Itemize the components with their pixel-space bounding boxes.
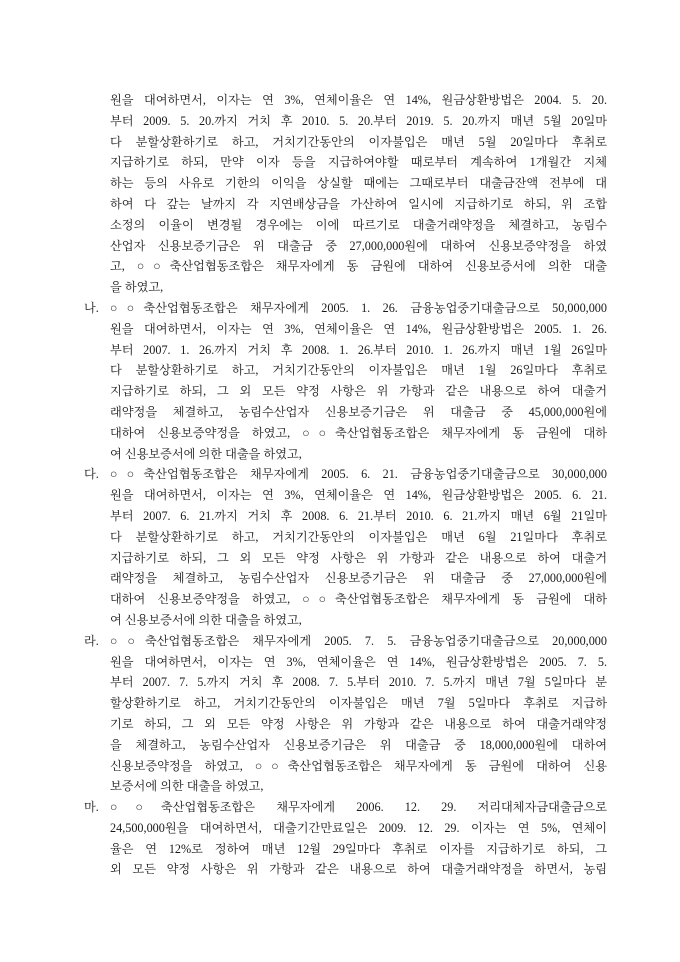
text-line: 여 신용보증서에 의한 대출을 하였고, bbox=[110, 446, 302, 461]
text-line: 을 체결하고, 농림수산업자 신용보증기금은 위 대출금 중 18,000,000원에 대하여 bbox=[110, 737, 607, 752]
paragraph bbox=[84, 464, 607, 630]
paragraph-label: 라. bbox=[84, 633, 99, 648]
paragraph bbox=[84, 298, 607, 464]
text-line: 외 모든 약정 사항은 위 가항과 같은 내용으로 하여 대출거래약정을 하면서, 농림 bbox=[110, 862, 607, 877]
text-line: 대하여 신용보증약정을 하였고, ○○축산업협동조합은 채무자에게 동 금원에 대하 bbox=[110, 425, 607, 440]
text-line: 율은 연 12%로 정하여 매년 12월 29일마다 후취로 이자를 지급하기로 하되, 그 bbox=[110, 841, 607, 856]
text-line: 부터 2007. 1. 26.까지 거치 후 2008. 1. 26.부터 2010. 1. 26.까지 매년 1월 26일마 bbox=[110, 342, 607, 357]
text-line: 부터 2009. 5. 20.까지 거치 후 2010. 5. 20.부터 2019. 5. 20.까지 매년 5월 20일마 bbox=[110, 113, 607, 128]
text-line: ○○축산업협동조합은 채무자에게 2005. 1. 26. 금융농업중기대출금으로 50,000,000 bbox=[110, 300, 607, 315]
text-line: 부터 2007. 6. 21.까지 거치 후 2008. 6. 21.부터 2010. 6. 21.까지 매년 6월 21일마 bbox=[110, 508, 607, 523]
paragraph bbox=[84, 797, 607, 880]
text-line: 을 하였고, bbox=[110, 280, 164, 295]
text-line: 신용보증약정을 하였고, ○○축산업협동조합은 채무자에게 동 금원에 대하여 신용 bbox=[110, 758, 607, 773]
text-line: ○○축산업협동조합은 채무자에게 2005. 7. 5. 금융농업중기대출금으로 20,000,000 bbox=[110, 633, 607, 648]
text-line: 래약정을 체결하고, 농림수산업자 신용보증기금은 위 대출금 중 27,000,000원에 bbox=[110, 571, 607, 586]
text-line: 산업자 신용보증기금은 위 대출금 중 27,000,000원에 대하여 신용보증약정을 하였 bbox=[110, 238, 607, 253]
text-line: 지급하기로 하되, 만약 이자 등을 지급하여야할 때로부터 계속하여 1개월간 지체 bbox=[110, 155, 607, 170]
text-line: 지급하기로 하되, 그 외 모든 약정 사항은 위 가항과 같은 내용으로 하여 대출거 bbox=[110, 550, 607, 565]
text-line: 다 분할상환하기로 하고, 거치기간동안의 이자불입은 매년 5월 20일마다 후취로 bbox=[110, 134, 607, 149]
text-line: 하여 다 갚는 날까지 각 지연배상금을 가산하여 일시에 지급하기로 하되, 위 조합 bbox=[110, 196, 607, 211]
text-line: 지급하기로 하되, 그 외 모든 약정 사항은 위 가항과 같은 내용으로 하여 대출거 bbox=[110, 384, 607, 399]
paragraph bbox=[110, 90, 607, 298]
text-line: ○○축산업협동조합은 채무자에게 2005. 6. 21. 금융농업중기대출금으로 30,000,000 bbox=[110, 467, 607, 482]
text-line: 여 신용보증서에 의한 대출을 하였고, bbox=[110, 612, 302, 627]
text-line: 원을 대여하면서, 이자는 연 3%, 연체이율은 연 14%, 원금상환방법은 2005. 1. 26. bbox=[110, 321, 607, 336]
text-line: 래약정을 체결하고, 농림수산업자 신용보증기금은 위 대출금 중 45,000,000원에 bbox=[110, 404, 607, 419]
text-line: 다 분할상환하기로 하고, 거치기간동안의 이자불입은 매년 1월 26일마다 후취로 bbox=[110, 363, 607, 378]
text-line: 다 분할상환하기로 하고, 거치기간동안의 이자불입은 매년 6월 21일마다 후취로 bbox=[110, 529, 607, 544]
paragraph-label: 나. bbox=[84, 300, 99, 315]
text-line: ○○축산업협동조합은 채무자에게 2006. 12. 29. 저리대체자금대출금으로 bbox=[110, 800, 607, 815]
text-line: 원을 대여하면서, 이자는 연 3%, 연체이율은 연 14%, 원금상환방법은 2005. 7. 5. bbox=[110, 654, 607, 669]
paragraph-label: 마. bbox=[84, 800, 99, 815]
text-line: 보증서에 의한 대출을 하였고, bbox=[110, 779, 264, 794]
text-line: 기로 하되, 그 외 모든 약정 사항은 위 가항과 같은 내용으로 하여 대출거래약정 bbox=[110, 716, 607, 731]
text-line: 고, ○○축산업협동조합은 채무자에게 동 금원에 대하여 신용보증서에 의한 대출 bbox=[110, 259, 607, 274]
text-line: 소정의 이율이 변경될 경우에는 이에 따르기로 대출거래약정을 체결하고, 농림수 bbox=[110, 217, 607, 232]
text-line: 부터 2007. 7. 5.까지 거치 후 2008. 7. 5.부터 2010. 7. 5.까지 매년 7월 5일마다 분 bbox=[110, 675, 607, 690]
text-line: 원을 대여하면서, 이자는 연 3%, 연체이율은 연 14%, 원금상환방법은 2005. 6. 21. bbox=[110, 488, 607, 503]
text-line: 하는 등의 사유로 기한의 이익을 상실할 때에는 그때로부터 대출금잔액 전부에 대 bbox=[110, 176, 607, 191]
text-line: 원을 대여하면서, 이자는 연 3%, 연체이율은 연 14%, 원금상환방법은 2004. 5. 20. bbox=[110, 93, 607, 107]
judgment-text-body bbox=[84, 90, 607, 880]
text-line: 24,500,000원을 대여하면서, 대출기간만료일은 2009. 12. 29. 이자는 연 5%, 연체이 bbox=[110, 820, 607, 835]
text-line: 할상환하기로 하고, 거치기간동안의 이자불입은 매년 7월 5일마다 후취로 지급하 bbox=[110, 696, 607, 711]
paragraph bbox=[84, 631, 607, 797]
paragraph-label: 다. bbox=[84, 467, 99, 482]
text-line: 대하여 신용보증약정을 하였고, ○○축산업협동조합은 채무자에게 동 금원에 대하 bbox=[110, 592, 607, 607]
